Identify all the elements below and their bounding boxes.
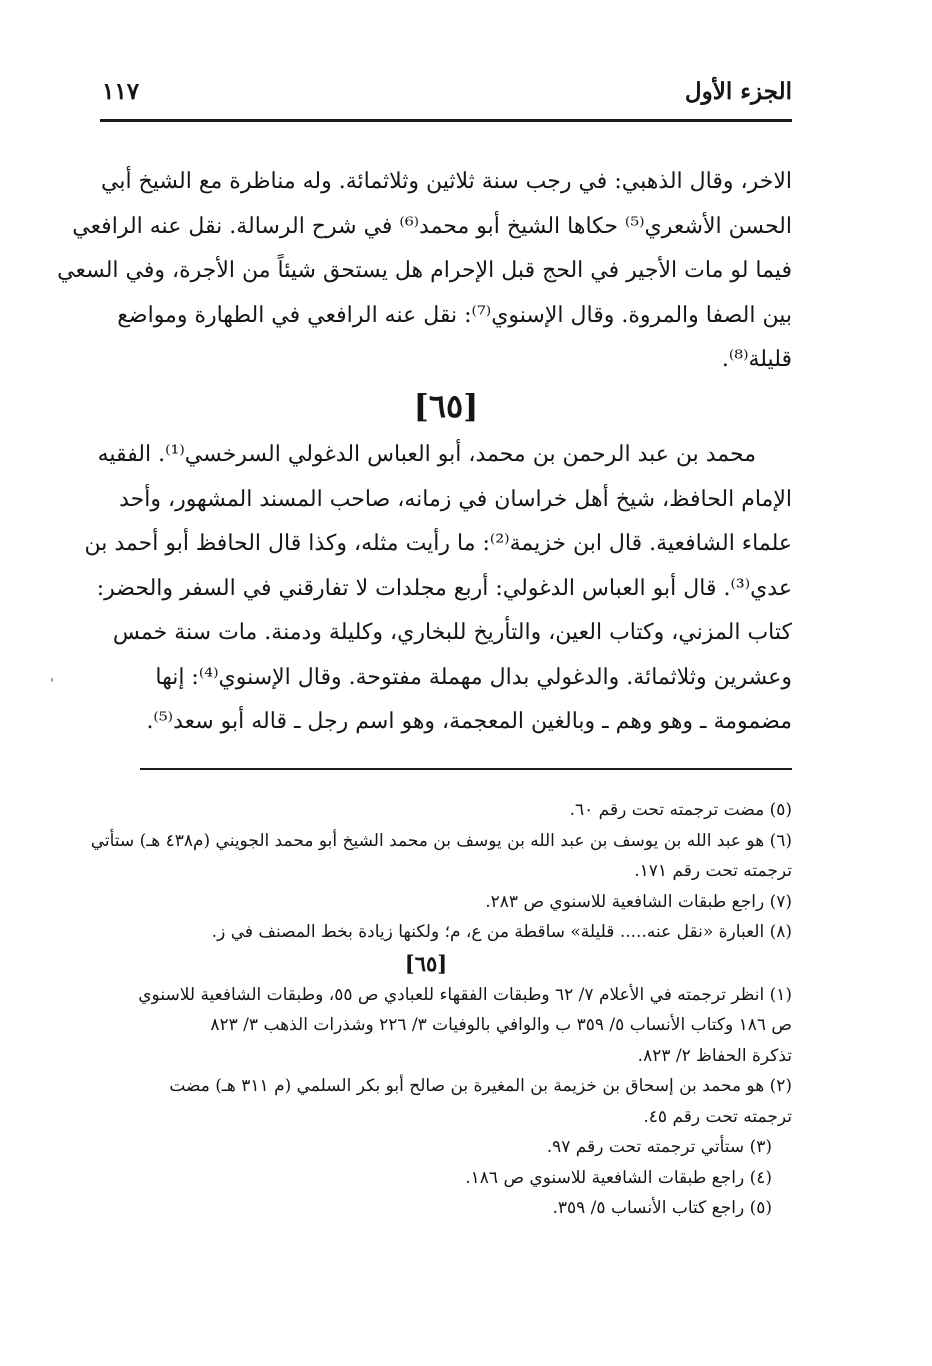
footnote: (٤) راجع طبقات الشافعية للاسنوي ص ١٨٦. xyxy=(465,1167,772,1188)
footnote-continuation: ص ١٨٦ وكتاب الأنساب ٥/ ٣٥٩ ب والوافي بالوفيات ٣/ ٢٢٦ وشذرات الذهب ٣/ ٨٢٣ xyxy=(210,1015,792,1035)
biography-entry xyxy=(84,433,792,745)
footnote-continuation: ترجمته تحت رقم ٤٥. xyxy=(643,1106,792,1127)
footnote: (٥) مضت ترجمته تحت رقم ٦٠. xyxy=(569,800,792,820)
footnote: (٥) راجع كتاب الأنساب ٥/ ٣٥٩. xyxy=(552,1198,772,1218)
footnote: (٧) راجع طبقات الشافعية للاسنوي ص ٢٨٣. xyxy=(485,891,792,912)
footnote: (٨) العبارة «نقل عنه..... قليلة» ساقطة من ع، م؛ ولكنها زيادة بخط المصنف في ز. xyxy=(211,922,792,942)
footnote: (٣) ستأتي ترجمته تحت رقم ٩٧. xyxy=(546,1137,772,1157)
page-header xyxy=(100,70,792,122)
body-line: محمد بن عبد الرحمن بن محمد، أبو العباس الدغولي السرخسي⁽¹⁾. الفقيه xyxy=(97,442,756,467)
body-line: فيما لو مات الأجير في الحج قبل الإحرام هل يستحق شيئاً من الأجرة، وفي السعي xyxy=(57,258,792,283)
body-line: قليلة⁽⁸⁾. xyxy=(721,347,792,372)
footnote: (١) انظر ترجمته في الأعلام ٧/ ٦٢ وطبقات الفقهاء للعبادي ص ٥٥، وطبقات الشافعية للاسنوي xyxy=(138,984,792,1005)
body-line: الحسن الأشعري⁽⁵⁾ حكاها الشيخ أبو محمد⁽⁶⁾ في شرح الرسالة. نقل عنه الرافعي xyxy=(72,213,792,239)
footnote-separator xyxy=(140,768,792,770)
body-line: كتاب المزني، وكتاب العين، والتأريخ للبخاري، وكليلة ودمنة. مات سنة خمس xyxy=(112,620,792,645)
footnotes xyxy=(90,795,792,1224)
page-number: ١١٧ xyxy=(102,78,140,105)
running-title: الجزء الأول xyxy=(684,78,792,105)
footnote-continuation: ترجمته تحت رقم ١٧١. xyxy=(634,861,792,881)
entry-heading: [٦٥] xyxy=(413,387,479,425)
body-line: وعشرين وثلاثمائة. والدغولي بدال مهملة مفتوحة. وقال الإسنوي⁽⁴⁾: إنها xyxy=(155,664,792,690)
footnote: (٢) هو محمد بن إسحاق بن خزيمة بن المغيرة بن صالح أبو بكر السلمي (م ٣١١ هـ) مضت xyxy=(169,1076,792,1096)
previous-entry-continuation xyxy=(57,160,792,383)
footnote: (٦) هو عبد الله بن يوسف بن عبد الله بن يوسف بن محمد الشيخ أبو محمد الجويني (م٤٣٨ هـ) ستأتي xyxy=(90,830,792,851)
body-line: الاخر، وقال الذهبي: في رجب سنة ثلاثين وثلاثمائة. وله مناظرة مع الشيخ أبي xyxy=(100,169,792,194)
body-line: مضمومة ـ وهو وهم ـ وبالغين المعجمة، وهو اسم رجل ـ قاله أبو سعد⁽⁵⁾. xyxy=(146,709,792,734)
body-line: بين الصفا والمروة. وقال الإسنوي⁽⁷⁾: نقل عنه الرافعي في الطهارة ومواضع xyxy=(117,302,792,328)
body-line: عدي⁽³⁾. قال أبو العباس الدغولي: أربع مجلدات لا تفارقني في السفر والحضر: xyxy=(96,575,792,601)
header-rule xyxy=(100,119,792,122)
margin-mark: ˌ xyxy=(50,668,54,684)
body-line: الإمام الحافظ، شيخ أهل خراسان في زمانه، صاحب المسند المشهور، وأحد xyxy=(119,486,792,512)
footnote-entry-heading: [٦٥] xyxy=(404,950,448,976)
body-line: علماء الشافعية. قال ابن خزيمة⁽²⁾: ما رأيت مثله، وكذا قال الحافظ أبو أحمد بن xyxy=(84,531,792,556)
footnote-continuation: تذكرة الحفاظ ٢/ ٨٢٣. xyxy=(637,1045,792,1066)
